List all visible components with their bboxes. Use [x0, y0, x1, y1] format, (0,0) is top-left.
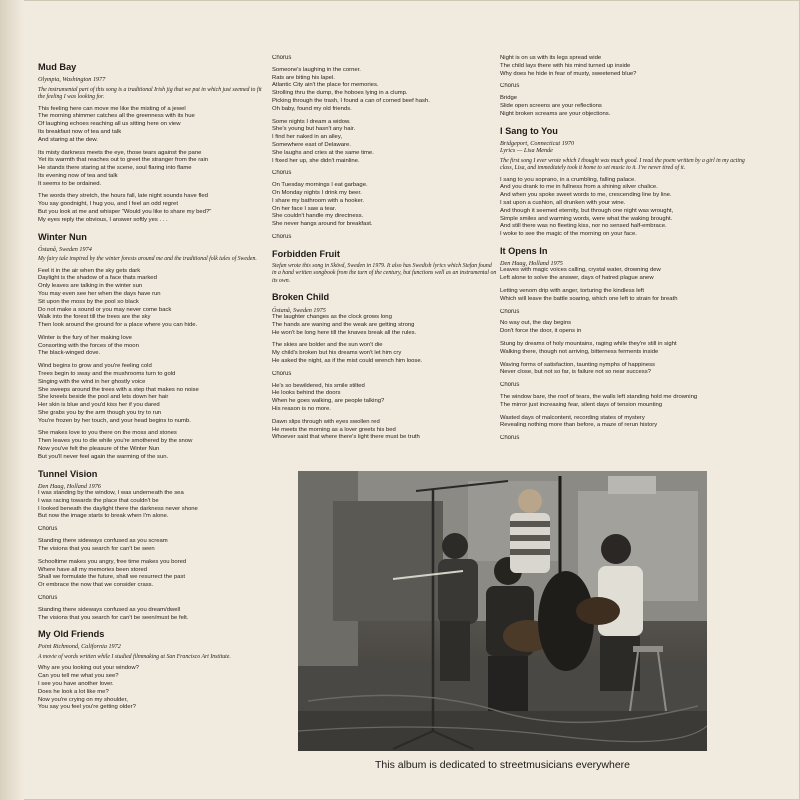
song-note: The instrumental part of this song is a traditional Irish jig that we put in which just seemed to fit the feeling I was looking for. [38, 86, 262, 101]
lyric-line: But now the image starts to break when I'm alone. [38, 513, 169, 520]
lyric-line: Dawn slips through with eyes swollen red [272, 418, 380, 425]
lyric-line: I find her naked in an alley, [272, 134, 342, 141]
lyric-line: Some nights I dream a widow. [272, 118, 351, 125]
lyric-line: Schooltime makes you angry, free time makes you bored [38, 558, 187, 565]
lyric-stanza [38, 363, 268, 425]
lyric-line: Wind begins to grow and you're feeling cold [38, 363, 152, 370]
lyric-line: Its evening now of tea and talk [38, 172, 118, 179]
song-title: Forbidden Fruit [272, 248, 340, 259]
lyric-stanza [38, 106, 268, 145]
lyric-line: Chorus [272, 170, 292, 177]
lyric-stanza [272, 314, 497, 337]
lyric-line: On her face I saw a tear. [272, 205, 337, 212]
lyric-line: Walk into the forest till the trees are the sky [38, 314, 151, 321]
lyric-line: Don't force the door, it opens in [500, 328, 582, 335]
lyric-line: Chorus [272, 55, 292, 61]
lyric-line: Atlantic City ain't the place for memories. [272, 82, 379, 89]
lyric-line: Why are you looking out your window? [38, 665, 139, 672]
lyric-line: The window bare, the roof of tears, the walls left standing hold me drowning [500, 394, 698, 401]
lyric-stanza [38, 430, 268, 461]
lyric-line: Do not make a sound or you may never come back [38, 306, 172, 313]
lyric-line: The skies are bolder and the sun won't die [272, 342, 383, 349]
lyric-line: Or embrace the now that we consider crass. [38, 582, 154, 589]
lyric-line: Waving forms of satisfaction, taunting nymphs of happiness [500, 361, 655, 368]
lyric-line: Leaves with magic voices calling, crystal water, drowning dew [500, 267, 661, 274]
lyric-line: Rats are biting his lapel. [272, 74, 335, 81]
lyric-line: Strolling thru the dump, the hoboes lying in a clump. [272, 90, 408, 97]
song-title: Winter Nun [38, 231, 87, 242]
lyric-line: Standing there sideways confused as you scream [38, 538, 168, 545]
lyric-stanza [38, 335, 268, 358]
lyric-stanza [500, 341, 745, 357]
lyric-line: I was racing towards the place that couldn't be [38, 497, 159, 504]
lyric-line: And still there was no fleeting kiss, nor no sensed half-embrace. [500, 223, 667, 230]
lyric-line: Singing with the wind in her ghostly voice [38, 378, 146, 385]
lyric-line: Now you've felt the pleasure of the Winter Nun [38, 446, 160, 453]
lyric-line: Someone's laughing in the corner. [272, 66, 361, 73]
chorus-label [38, 526, 268, 534]
lyric-line: On Monday nights I drink my beer. [272, 189, 362, 196]
lyric-line: Then look around the ground for a place where you can hide. [38, 322, 198, 329]
lyric-line: Chorus [38, 526, 58, 533]
lyric-line: Chorus [500, 435, 520, 442]
band-photo [298, 471, 707, 751]
lyric-line: Trees begin to sway and the mushrooms turn to gold [38, 371, 176, 377]
lyric-line: His reason is no more. [272, 405, 331, 412]
lyric-line: He looks behind the doors [272, 390, 341, 397]
chorus-label [500, 309, 745, 317]
lyric-line: Of laughing echoes reaching all us sitting here on view [38, 121, 181, 128]
lyric-line: She kneels beside the pool and lets down her hair [38, 394, 169, 401]
page-fold-shadow [0, 0, 24, 800]
lyrics-column-left [38, 56, 268, 719]
chorus-label [272, 170, 497, 178]
song-note: A movie of words written while I studied filmmaking at San Francisco Art Institute. [38, 653, 231, 660]
lyric-line: I fixed her up, she didn't mainline. [272, 157, 360, 164]
lyric-line: She's young but hasn't any hair. [272, 126, 356, 133]
lyric-line: Night is on us with its legs spread wide [500, 55, 602, 61]
lyric-line: Somewhere east of Delaware. [272, 141, 351, 148]
lyric-line: Picking through the trash, I found a can of corned beef hash. [272, 98, 430, 105]
lyric-line: My eyes reply the obvious, I answer softly yes . . . [38, 216, 168, 223]
lyric-stanza [272, 342, 497, 365]
lyric-line: She sweeps around the trees with a step that makes no noise [38, 386, 199, 393]
lyric-line: Simple smiles and warming words, were what the waking brought. [500, 215, 673, 222]
lyric-line: Its misty darkness meets the eye, those tears against the pane [38, 149, 202, 156]
lyric-line: Then leaves you to die while you're smothered by the snow [38, 438, 193, 445]
song-place-date: Östanå, Sweden 1974 [38, 245, 92, 253]
lyric-line: But you look at me and whisper "Would you like to share my bed?" [38, 208, 212, 215]
lyric-stanza [38, 150, 268, 189]
lyric-line: Left alone to solve the answer, days of hatred plague anew [500, 275, 654, 282]
lyric-stanza [500, 394, 745, 410]
lyric-line: Chorus [272, 370, 292, 377]
lyric-line: The black-winged dove. [38, 350, 101, 357]
lyric-line: I see you have another lover. [38, 680, 114, 687]
song-block [272, 292, 497, 442]
lyric-line: But you'll never feel again the warming of the sun. [38, 453, 169, 460]
lyrics-column-right [500, 55, 745, 450]
lyric-line: I woke to see the magic of the morning on your face. [500, 231, 637, 238]
lyric-line: The morning shimmer catches all the greenness with its hue [38, 113, 195, 120]
lyric-line: I share my bathroom with a hooker. [272, 197, 365, 204]
lyric-line: Never close, but not so far, is failure not so near success? [500, 369, 651, 376]
lyric-line: The mirror just increasing fear, silent days of tension mounting [500, 401, 663, 408]
lyric-stanza [500, 362, 745, 378]
song-note: Stefan wrote this song in Skövd, Sweden in 1979. It also has Swedish lyrics which Stefan found in a hand written songbook from the turn of the century, but functions well as an instrumental on its own. [272, 262, 497, 284]
lyric-line: My child's broken but his dreams won't let him cry [272, 350, 402, 357]
chorus-label [272, 371, 497, 379]
song-title: My Old Friends [38, 629, 105, 640]
song-title: I Sang to You [500, 125, 558, 136]
song-block [272, 55, 497, 242]
lyric-stanza [38, 490, 268, 521]
lyric-stanza [38, 538, 268, 554]
lyric-line: Which will leave the battle soaring, which one left to strain for breath [500, 295, 678, 302]
lyric-line: Chorus [500, 308, 520, 315]
chorus-label [500, 83, 745, 91]
lyric-stanza [500, 320, 745, 336]
song-block [38, 62, 268, 225]
lyric-line: He asked the night, as if the mist could wrench him loose. [272, 357, 423, 364]
lyric-stanza [500, 55, 745, 78]
song-block [272, 249, 497, 286]
lyric-line: The visions that you search for can't be seen [38, 545, 155, 552]
lyric-line: Daylight is the shadow of a face thats marked [38, 275, 157, 282]
lyric-stanza [38, 193, 268, 224]
lyric-line: Standing there sideways confused as you dream/dwell [38, 606, 181, 613]
lyric-line: Shall we formulate the future, shall we resurrect the past [38, 574, 186, 581]
song-place-date: Östanå, Sweden 1975 [272, 306, 326, 314]
lyric-line: Consorting with the forces of the moon [38, 342, 139, 349]
lyric-stanza [272, 182, 497, 229]
lyric-line: She couldn't handle my directness. [272, 213, 364, 220]
song-title: Broken Child [272, 292, 330, 303]
song-note: The first song I ever wrote which I thought was much good. I read the poem written by a girl in my acting class, Lisa, and immediately took it home to set music to it. I've never tired of it. [500, 157, 745, 172]
lyric-stanza [272, 67, 497, 114]
lyric-line: On Tuesday mornings I eat garbage. [272, 182, 368, 189]
lyric-line: I sang to you soprano, in a crumbling, falling palace. [500, 176, 636, 183]
lyric-line: Winter is the fury of her making love [38, 334, 132, 341]
lyric-stanza [500, 177, 745, 239]
lyric-line: Does he look a lot like me? [38, 688, 109, 695]
lyric-line: Chorus [272, 233, 292, 240]
lyric-stanza [38, 559, 268, 590]
lyric-line: Feel it in the air when the sky gets dark [38, 267, 141, 274]
song-block [500, 246, 745, 443]
lyric-line: Night broken screams are your objections. [500, 110, 611, 117]
lyric-line: And staring at the dew. [38, 136, 98, 143]
lyric-line: Oh baby, found my old friends. [272, 105, 352, 112]
lyric-line: Revealing nothing more than before, a maze of rerun history [500, 422, 658, 429]
lyric-stanza [500, 415, 745, 431]
lyric-line: And when you spoke sweet words to me, crescending line by line. [500, 192, 672, 199]
lyric-line: And though it seemed eternity, but through one night was wrought, [500, 207, 674, 214]
lyric-line: He won't be long here till the knaves break all the rules. [272, 329, 417, 336]
chorus-label [500, 382, 745, 390]
lyric-line: She makes love to you there on the moss and stones [38, 430, 177, 437]
lyric-line: You say goodnight, I hug you, and I feel an odd regret [38, 201, 178, 208]
lyric-line: He's so bewildered, his smile stilted [272, 382, 365, 389]
chorus-label [272, 55, 497, 63]
band-photo-illustration [298, 471, 707, 751]
lyric-line: Her skin is blue and you'd kiss her if you dared [38, 402, 160, 409]
lyric-line: Wasted days of malcontent, recording states of mystery [500, 414, 645, 421]
lyric-line: Yet its warmth that reaches out to greet the stranger from the rain [38, 157, 209, 164]
lyric-line: The words they stretch, the hours fall, late night sounds have fled [38, 193, 208, 200]
lyric-line: Stung by dreams of holy mountains, raging while they're still in sight [500, 341, 677, 348]
lyric-line: This feeling here can move me like the misting of a jewel [38, 105, 186, 112]
lyric-line: Only leaves are talking in the winter sun [38, 283, 143, 290]
lyric-line: She never hangs around for breakfast. [272, 221, 373, 228]
song-place-date: Bridgeport, Connecticut 1970 Lyrics — Lisa Mende [500, 139, 575, 155]
lyric-line: I looked beneath the daylight there the darkness never shone [38, 505, 198, 512]
lyric-stanza [500, 267, 745, 283]
lyric-line: It seems to be ordained. [38, 180, 102, 187]
lyric-line: Where have all my memories been stored [38, 566, 148, 573]
lyric-line: The hands are waning and the weak are getting strong [272, 321, 415, 328]
lyric-line: Now you're crying on my shoulder, [38, 696, 128, 703]
lyric-stanza [272, 119, 497, 166]
song-title: Tunnel Vision [38, 468, 98, 479]
lyric-stanza [272, 419, 497, 442]
chorus-label [500, 435, 745, 443]
lyrics-column-middle [272, 55, 497, 449]
lyric-line: No way out, the day begins [500, 320, 572, 327]
song-block [38, 629, 268, 712]
lyric-line: She laughs and cries at the same time. [272, 149, 374, 156]
lyric-line: Chorus [38, 594, 58, 601]
lyric-line: Whoever said that where there's light there must be truth [272, 434, 420, 441]
lyric-line: I was standing by the window, I was underneath the sea [38, 490, 184, 497]
lyric-line: Its breakfast now of tea and talk [38, 128, 122, 135]
song-title: Mud Bay [38, 62, 77, 72]
lyric-stanza [500, 288, 745, 304]
lyric-line: You may even see her when the days have run [38, 290, 161, 297]
lyric-line: I sat upon a cushion, all drunken with your wine. [500, 199, 626, 206]
dedication-text: This album is dedicated to streetmusicians everywhere [374, 759, 631, 771]
song-block [500, 126, 745, 239]
lyric-line: Why does he hide in fear of musty, sweetened blue? [500, 70, 637, 77]
lyric-line: And you drank to me in fullness from a shining silver chalice. [500, 184, 658, 191]
song-place-date: Den Haag, Holland 1976 [38, 482, 101, 490]
lyric-line: Walking there, though not arriving, bitterness ferments inside [500, 348, 659, 355]
lyric-line: He stands there staring at the scene, soul flaring into flame [38, 165, 192, 172]
lyric-line: Slide open screens are your reflections [500, 103, 602, 110]
lyric-stanza [38, 665, 268, 712]
lyric-line: Sit upon the moss by the pool so black [38, 298, 139, 305]
lyric-line: You say you feel you're getting older? [38, 704, 136, 711]
lyric-line: Letting venom drip with anger, torturing the kindless left [500, 288, 645, 294]
lyric-line: She grabs you by the arm though you try to run [38, 409, 162, 416]
song-place-date: Olympia, Washington 1977 [38, 76, 106, 84]
chorus-label [272, 234, 497, 242]
lyric-line: You're frozen by her touch, and your head begins to numb. [38, 417, 191, 424]
lyric-line: The child lays there with his mind turned up inside [500, 62, 631, 69]
lyric-stanza [272, 383, 497, 414]
lyric-line: He meets the morning as a lover greets his bed [272, 426, 396, 433]
song-place-date: Point Richmond, California 1972 [38, 643, 121, 651]
song-place-date: Den Haag, Holland 1975 [500, 260, 563, 267]
lyric-line: Bridge [500, 95, 518, 102]
chorus-label [38, 595, 268, 603]
song-block [500, 55, 745, 119]
song-block [38, 232, 268, 462]
lyric-stanza [500, 95, 745, 118]
lyric-line: Chorus [500, 382, 520, 389]
lyric-line: The visions that you search for can't be seen/must be felt. [38, 614, 189, 621]
song-block [38, 469, 268, 623]
lyric-stanza [38, 607, 268, 623]
lyric-line: When he goes walking, are people talking? [272, 398, 385, 405]
lyric-stanza [38, 268, 268, 330]
song-note: My fairy tale inspired by the winter forests around me and the traditional folk tales of Sweden. [38, 256, 257, 263]
lyric-line: The laughter changes as the clock grows long [272, 314, 392, 321]
song-title: It Opens In [500, 245, 548, 256]
lyric-line: Chorus [500, 83, 520, 90]
lyric-line: Can you tell me what you see? [38, 673, 119, 680]
